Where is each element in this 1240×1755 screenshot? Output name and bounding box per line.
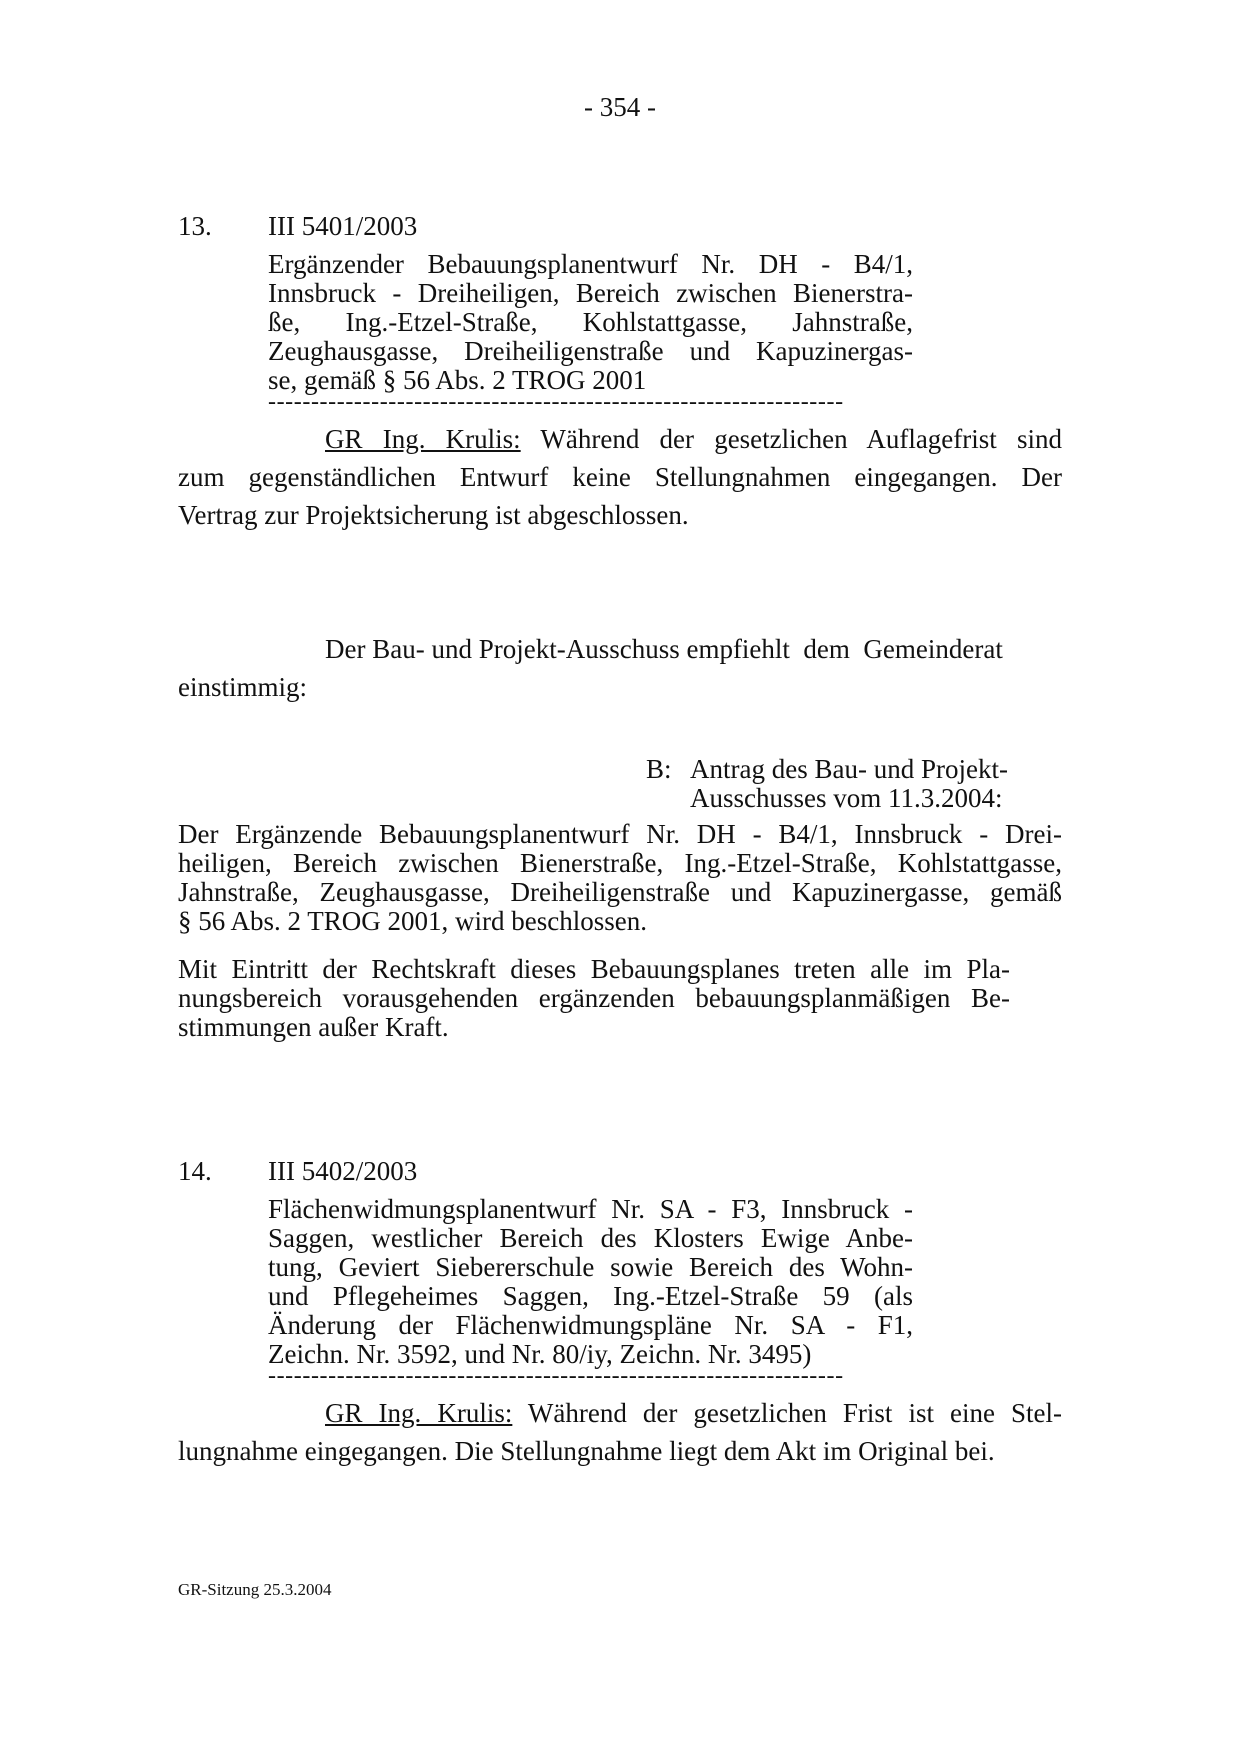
subject-line: Saggen, westlicher Bereich des Klosters Ewige Anbe- (268, 1223, 913, 1253)
statement-text: Während der gesetzlichen Auflagefrist sind (540, 424, 1062, 454)
subject-line: Zeichn. Nr. 3592, und Nr. 80/iy, Zeichn. Nr. 3495) (268, 1339, 812, 1369)
statement-paragraph (178, 1394, 1062, 1470)
resolution-line: § 56 Abs. 2 TROG 2001, wird beschlossen. (178, 906, 647, 936)
subject-line: tung, Geviert Siebererschule sowie Bereich des Wohn- (268, 1252, 913, 1282)
motion-title-line: Ausschusses vom 11.3.2004: (690, 783, 1003, 813)
subject-line: und Pflegeheimes Saggen, Ing.-Etzel-Straße 59 (als (268, 1281, 913, 1311)
item-reference: III 5402/2003 (268, 1156, 418, 1186)
statement-text: lungnahme eingegangen. Die Stellungnahme liegt dem Akt im Original bei. (178, 1436, 995, 1466)
subject-line: ße, Ing.-Etzel-Straße, Kohlstattgasse, Jahnstraße, (268, 307, 913, 337)
statement-paragraph (178, 420, 1062, 534)
note-line: stimmungen außer Kraft. (178, 1012, 449, 1042)
committee-text: Der Bau- und Projekt-Ausschuss empfiehlt dem Gemeinderat (325, 634, 1003, 664)
item-number: 13. (178, 211, 212, 241)
subject-line: Änderung der Flächenwidmungspläne Nr. SA - F1, (268, 1310, 913, 1340)
motion-title (690, 755, 1008, 813)
motion-letter: B: (646, 754, 672, 784)
statement-text: Vertrag zur Projektsicherung ist abgeschlossen. (178, 500, 689, 530)
subject-line: Innsbruck - Dreiheiligen, Bereich zwischen Bienerstra- (268, 278, 913, 308)
note-paragraph (178, 955, 1010, 1042)
subject-line: se, gemäß § 56 Abs. 2 TROG 2001 (268, 365, 647, 395)
resolution-line: Jahnstraße, Zeughausgasse, Dreiheiligenstraße und Kapuzinergasse, gemäß (178, 877, 1062, 907)
subject-line: Zeughausgasse, Dreiheiligenstraße und Kapuzinergas- (268, 336, 913, 366)
committee-vote: einstimmig: (178, 672, 308, 702)
item-number: 14. (178, 1156, 212, 1186)
separator-line: ------------------------------------------------------------------- (268, 1366, 844, 1386)
note-line: nungsbereich vorausgehenden ergänzenden bebauungsplanmäßigen Be- (178, 983, 1010, 1013)
item-reference: III 5401/2003 (268, 211, 418, 241)
speaker-name: GR Ing. Krulis: (325, 424, 521, 454)
resolution-line: heiligen, Bereich zwischen Bienerstraße, Ing.-Etzel-Straße, Kohlstattgasse, (178, 848, 1062, 878)
item-subject (268, 1195, 913, 1369)
footer-session: GR-Sitzung 25.3.2004 (178, 1580, 332, 1599)
subject-line: Ergänzender Bebauungsplanentwurf Nr. DH - B4/1, (268, 249, 913, 279)
note-line: Mit Eintritt der Rechtskraft dieses Bebauungsplanes treten alle im Pla- (178, 954, 1010, 984)
subject-line: Flächenwidmungsplanentwurf Nr. SA - F3, Innsbruck - (268, 1194, 913, 1224)
committee-recommendation (178, 630, 1062, 706)
statement-text: Während der gesetzlichen Frist ist eine Stel- (527, 1398, 1063, 1428)
speaker-name: GR Ing. Krulis: (325, 1398, 513, 1428)
motion-title-line: Antrag des Bau- und Projekt- (690, 754, 1008, 784)
resolution-paragraph (178, 820, 1062, 936)
page-number: - 354 - (584, 92, 656, 122)
resolution-line: Der Ergänzende Bebauungsplanentwurf Nr. DH - B4/1, Innsbruck - Drei- (178, 819, 1062, 849)
item-subject (268, 250, 913, 395)
separator-line: ------------------------------------------------------------------- (268, 392, 844, 412)
statement-text: zum gegenständlichen Entwurf keine Stellungnahmen eingegangen. Der (178, 462, 1062, 492)
